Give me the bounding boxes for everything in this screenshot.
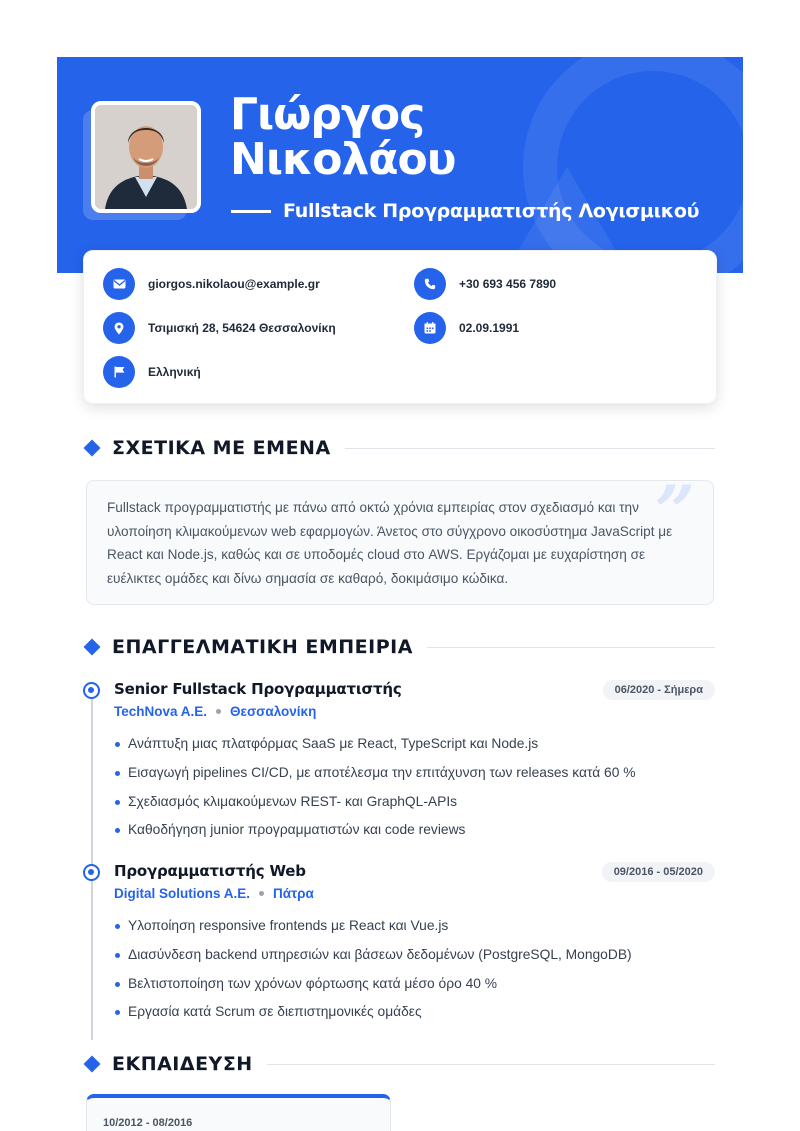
list-item: Καθοδήγηση junior προγραμματιστών και code reviews [114,816,635,845]
education-card [86,1094,391,1131]
contact-email[interactable] [103,268,320,300]
about-box [86,470,714,605]
birthdate-text: 02.09.1991 [459,321,520,335]
location-pin-icon [103,312,135,344]
list-item: Υλοποίηση responsive frontends με React και Vue.js [114,912,632,941]
diamond-icon [84,1056,101,1073]
timeline-dot-icon [83,864,100,881]
section-header-education [83,1053,715,1075]
phone-text: +30 693 456 7890 [459,277,557,291]
diamond-icon [84,440,101,457]
company-location: Πάτρα [273,886,314,901]
calendar-icon [414,312,446,344]
phone-icon [414,268,446,300]
section-divider [427,647,715,648]
company-name: TechNova A.E. [114,704,208,719]
job-company [114,704,316,719]
job-date-badge: 06/2020 - Σήμερα [603,680,715,700]
address-text: Τσιμισκή 28, 54624 Θεσσαλονίκη [148,321,336,335]
flag-icon [103,356,135,388]
section-header-about [83,437,715,459]
section-title-about: ΣΧΕΤΙΚΑ ΜΕ ΕΜΕΝΑ [112,437,331,459]
contact-birthdate [414,312,519,344]
first-name: Γιώργος [230,89,425,140]
job-bullets [114,912,632,1027]
diamond-icon [84,639,101,656]
section-divider [267,1064,715,1065]
job-entry [83,862,715,1032]
job-date-badge: 09/2016 - 05/2020 [602,862,715,882]
section-title-education: ΕΚΠΑΙΔΕΥΣΗ [112,1053,253,1075]
person-name [230,89,456,185]
email-text: giorgos.nikolaou@example.gr [148,277,320,291]
list-item: Εργασία κατά Scrum σε διεπιστημονικές ομάδες [114,998,632,1027]
section-divider [345,448,715,449]
nationality-text: Ελληνική [148,365,201,379]
list-item: Σχεδιασμός κλιμακούμενων REST- και GraphQL-APIs [114,788,635,817]
section-title-experience: ΕΠΑΓΓΕΛΜΑΤΙΚΗ ΕΜΠΕΙΡΙΑ [112,636,413,658]
last-name: Νικολάου [230,134,456,185]
contact-address [103,312,336,344]
list-item: Εισαγωγή pipelines CI/CD, με αποτέλεσμα την επιτάχυνση των releases κατά 60 % [114,759,635,788]
job-role: Fullstack Προγραμματιστής Λογισμικού [283,200,700,222]
list-item: Διασύνδεση backend υπηρεσιών και βάσεων δεδομένων (PostgreSQL, MongoDB) [114,941,632,970]
separator-dot [216,709,221,714]
job-title: Προγραμματιστής Web [114,862,306,880]
contact-card [83,250,717,404]
role-divider [231,210,271,213]
contact-phone[interactable] [414,268,556,300]
job-bullets [114,730,635,845]
job-title: Senior Fullstack Προγραμματιστής [114,680,402,698]
contact-nationality [103,356,201,388]
education-date: 10/2012 - 08/2016 [103,1117,193,1129]
timeline-dot-icon [83,682,100,699]
quote-mark-icon: ” [654,470,695,553]
profile-photo [91,101,201,213]
job-company [114,886,314,901]
list-item: Βελτιστοποίηση των χρόνων φόρτωσης κατά μέσο όρο 40 % [114,970,632,999]
company-name: Digital Solutions A.E. [114,886,251,901]
portrait-illustration [95,105,197,209]
envelope-icon [103,268,135,300]
separator-dot [259,891,264,896]
company-location: Θεσσαλονίκη [230,704,317,719]
job-entry [83,680,715,850]
list-item: Ανάπτυξη μιας πλατφόρμας SaaS με React, TypeScript και Node.js [114,730,635,759]
about-text: Fullstack προγραμματιστής με πάνω από οκτώ χρόνια εμπειρίας στον σχεδιασμό και την υλοποίηση κλιμακούμενων web εφαρμογών. Άνετος στο σύγχρονο οικοσύστημα JavaScript με React και Node.js, καθώς και σε υποδομές cloud στο AWS. Εργάζομαι με ευχαρίστηση σε ευέλικτες ομάδες και δίνω σημασία σε καθαρό, δοκιμάσιμο κώδικα. [107,500,673,586]
section-header-experience [83,636,715,658]
